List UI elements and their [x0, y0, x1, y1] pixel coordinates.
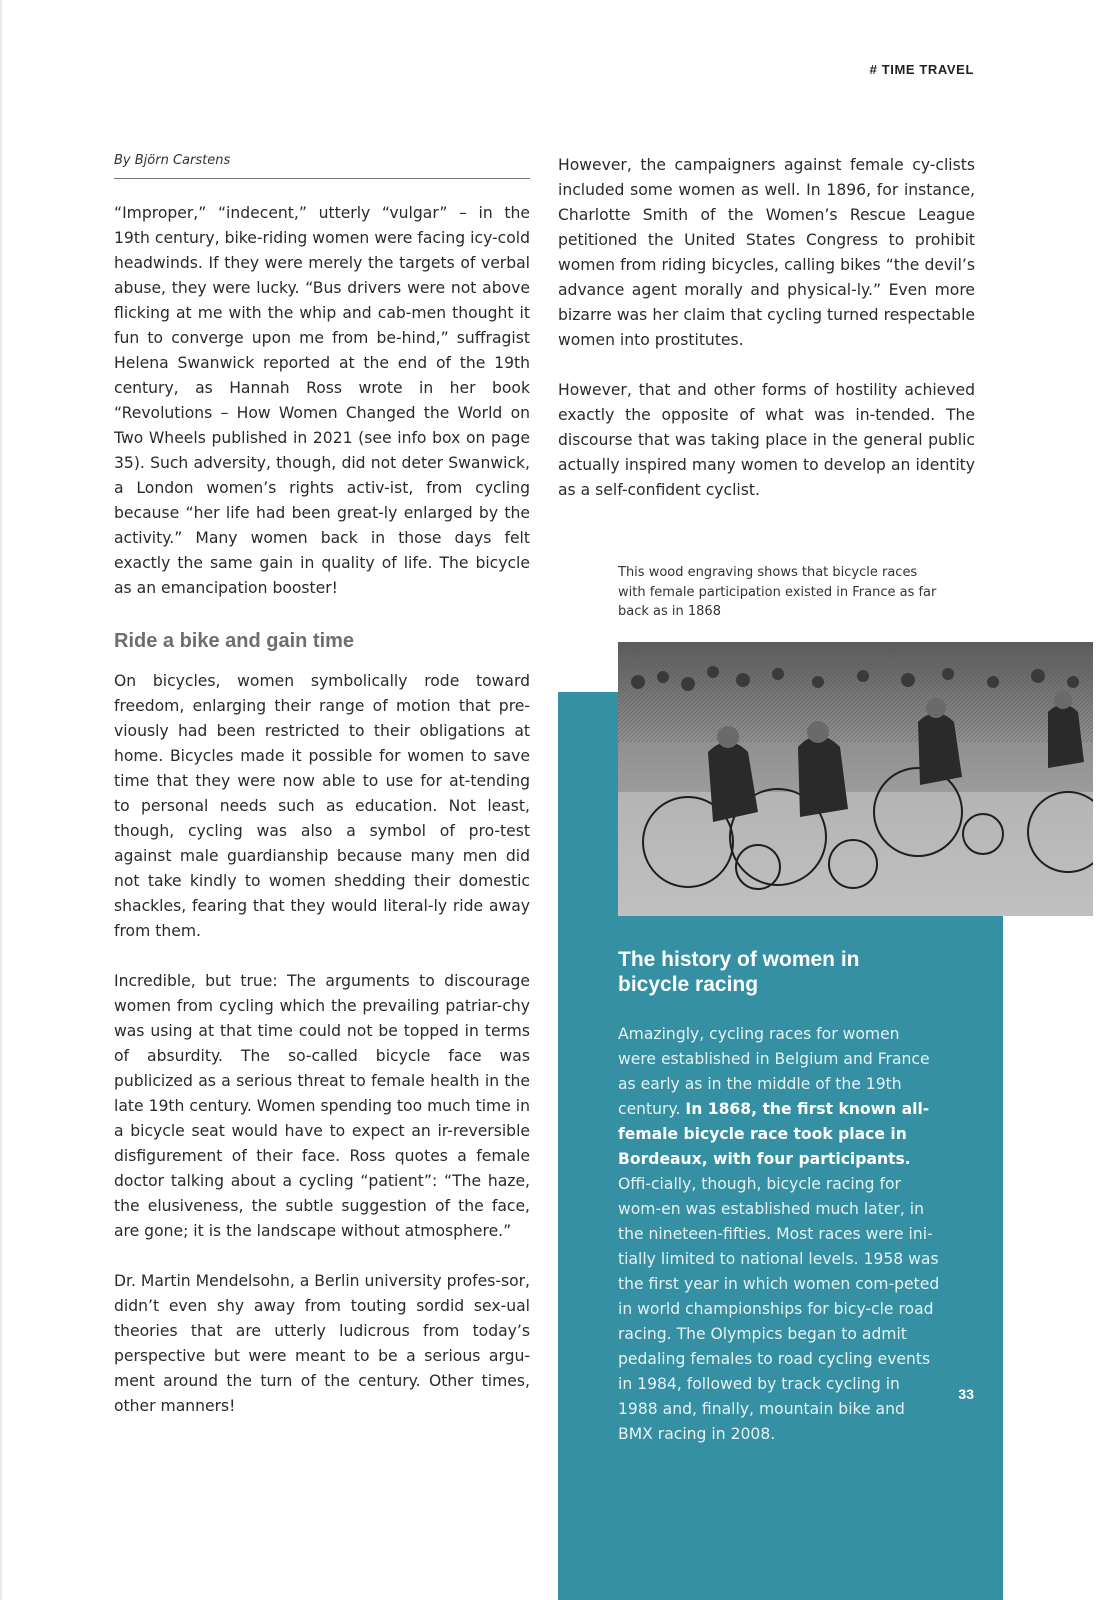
page-edge [0, 0, 2, 1600]
right-column [558, 153, 975, 528]
body-paragraph: However, the campaigners against female cy-clists included some women as well. In 1896, for instance, Charlotte Smith of the Women’s Rescue League petitioned the United States Congress to prohibit women from riding bicycles, calling bikes “the devil’s advance agent morally and physical-ly.” Even more bizarre was her claim that cycling turned respectable women into prostitutes. [558, 156, 975, 349]
body-paragraph: On bicycles, women symbolically rode toward freedom, enlarging their range of motion that pre-viously had been restricted to their obligations at home. Bicycles made it possible for women to save time that they were now able to use for at-tending to personal needs such as education. Not least, though, cycling was also a symbol of pro-test against male guardianship because many men did not take kindly to women shedding their domestic shackles, fearing that they would literal-ly ride away from them. [114, 672, 530, 940]
intro-paragraph: “Improper,” “indecent,” utterly “vulgar” – in the 19th century, bike-riding women were facing icy-cold headwinds. If they were merely the targets of verbal abuse, they were lucky. “Bus drivers were not above flicking at me with the whip and cab-men thought it fun to converge upon me from be-hind,” suffragist Helena Swanwick reported at the end of the 19th century, as Hannah Ross wrote in her book “Revolutions – How Women Changed the World on Two Wheels published in 2021 (see info box on page 35). Such adversity, though, did not deter Swanwick, a London women’s rights activ-ist, from cycling because “her life had been great-ly enlarged by the activity.” Many women back in those days felt exactly the same gain in quality of life. The bicycle as an emancipation booster! [114, 204, 530, 597]
body-paragraph: Dr. Martin Mendelsohn, a Berlin university profes-sor, didn’t even shy away from touting sordid sex-ual theories that are utterly ludicrous from today’s perspective but were meant to be a serious argu-ment around the turn of the century. Other times, other manners! [114, 1272, 530, 1415]
info-box-title: The history of women in bicycle racing [618, 948, 860, 996]
section-tag: # TIME TRAVEL [869, 62, 974, 77]
body-paragraph: Incredible, but true: The arguments to discourage women from cycling which the prevailing patriar-chy was using at that time could not be topped in terms of absurdity. The so-called bicycle face was publicized as a serious threat to female health in the late 19th century. Women spending too much time in a bicycle seat would have to expect an ir-reversible disfigurement of their face. Ross quotes a female doctor talking about a cycling “patient”: “The haze, the elusiveness, the subtle suggestion of the face, are gone; it is the landscape without atmosphere.” [114, 972, 530, 1240]
byline: By Björn Carstens [114, 153, 530, 179]
engraving-image [618, 642, 1093, 916]
info-box-text: Amazingly, cycling races for women were established in Belgium and France as early as in the middle of the 19th century. In 1868, the first known all-female bicycle race took place in Bordeaux, with four participants. Offi-cially, though, bicycle racing for wom-en was established much later, in the nineteen-fifties. Most races were ini-tially limited to national levels. 1958 was the first year in which women com-peted in world championships for bicy-cle road racing. The Olympics began to admit pedaling females to road cycling events in 1984, followed by track cycling in 1988 and, finally, mountain bike and BMX racing in 2008. [618, 1025, 940, 1443]
left-column [114, 153, 530, 1444]
body-paragraph: However, that and other forms of hostility achieved exactly the opposite of what was in-tended. The discourse that was taking place in the general public actually inspired many women to develop an identity as a self-confident cyclist. [558, 381, 975, 499]
page-number: 33 [958, 1386, 974, 1402]
info-box-highlight: In 1868, the first known all-female bicycle race took place in Bordeaux, with four participants. [618, 1100, 930, 1168]
image-caption: This wood engraving shows that bicycle races with female participation existed in France as far back as in 1868 [618, 565, 937, 619]
subhead: Ride a bike and gain time [114, 630, 355, 652]
